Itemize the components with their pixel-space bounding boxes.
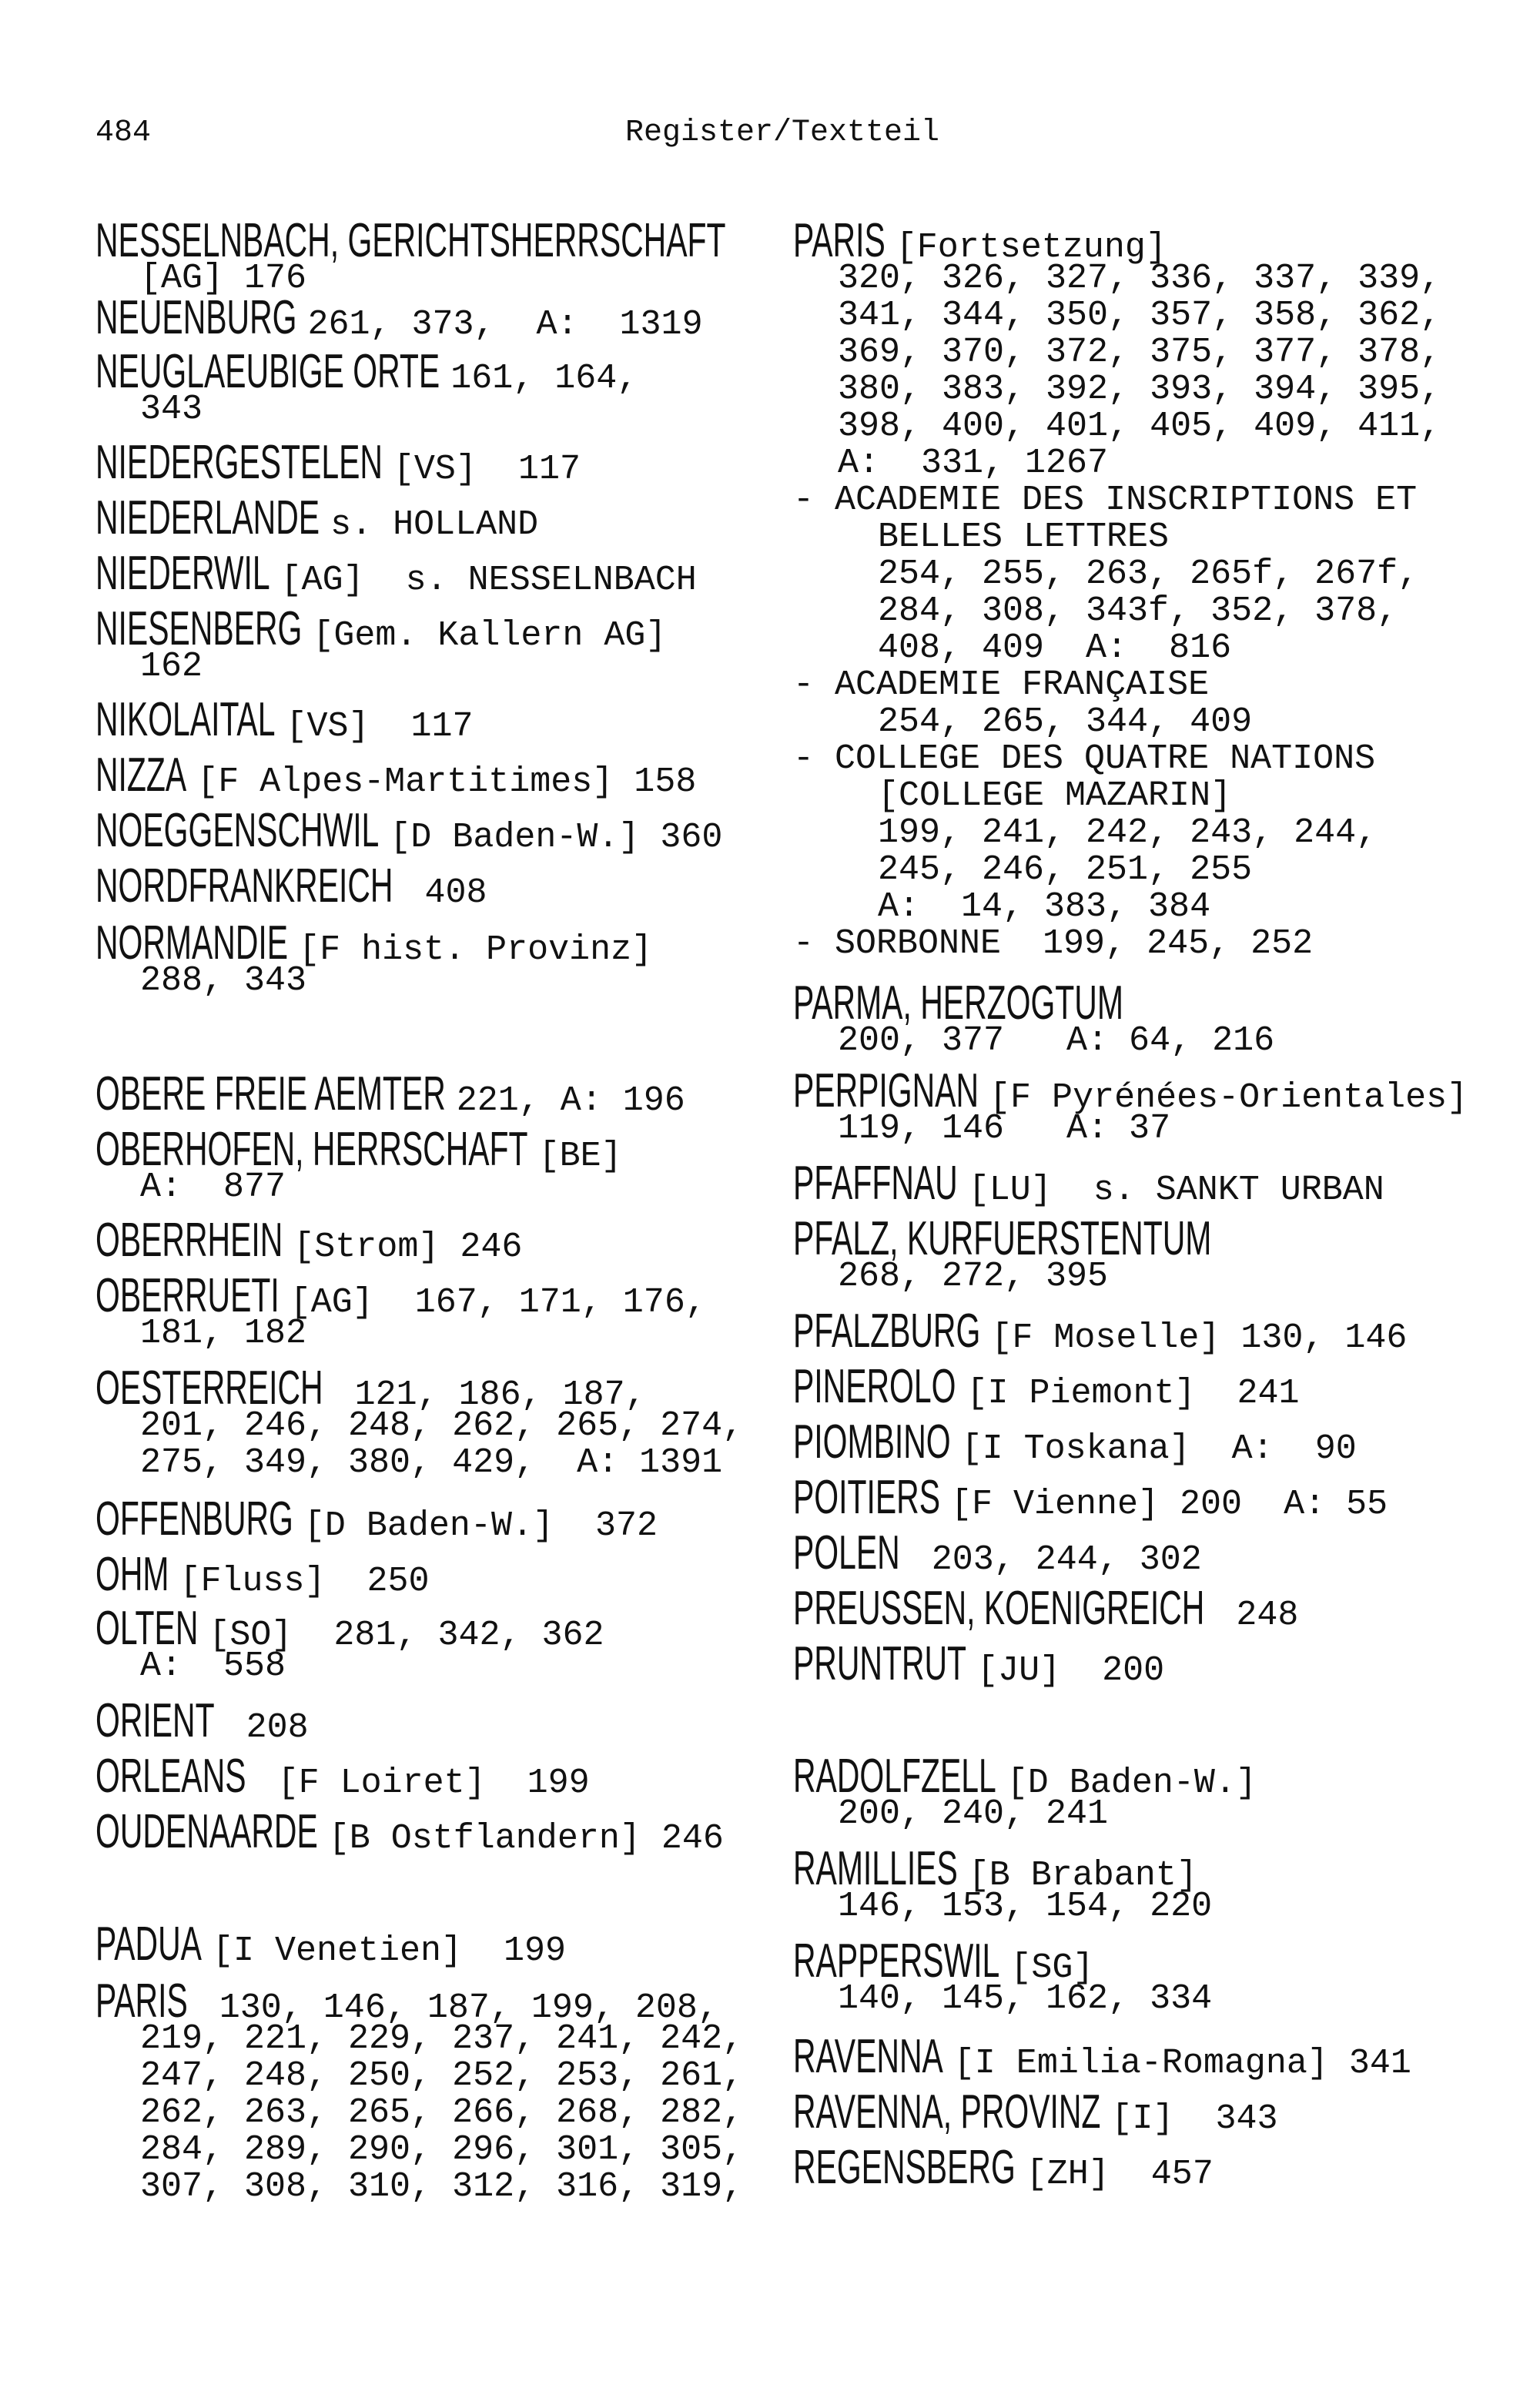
entry-headline [95, 345, 638, 398]
entry-headline [95, 491, 539, 544]
entry-headline [95, 1548, 430, 1601]
entry-headline [793, 1305, 1408, 1358]
index-entry [95, 214, 737, 298]
entry-headline [793, 1064, 1468, 1117]
entry-headword: PRUNTRUT [793, 1637, 967, 1690]
entry-headline [793, 1750, 1257, 1803]
entry-headword: RAPPERSWIL [793, 1934, 1000, 1988]
entry-headline [95, 916, 653, 970]
entry-references: 261, 373, A: 1319 [307, 305, 703, 344]
index-entry [793, 2030, 1411, 2083]
entry-references: [Fortsetzung] [896, 228, 1167, 267]
index-entry [95, 1918, 567, 1971]
entry-continuation-line: 200, 377 A: 64, 216 [838, 1021, 1275, 1060]
index-entry [95, 345, 638, 429]
entry-references: [B Brabant] [968, 1856, 1197, 1895]
entry-continuation-line: 254, 265, 344, 409 [878, 702, 1253, 742]
entry-headword: PADUA [95, 1918, 202, 1971]
entry-headword: PFAFFNAU [793, 1157, 958, 1210]
entry-headline [793, 1842, 1212, 1895]
index-entry [793, 1157, 1384, 1210]
entry-headline [95, 1805, 724, 1858]
entry-references: [Strom] 246 [293, 1228, 523, 1267]
entry-continuation-line: 288, 343 [140, 961, 307, 1000]
entry-headword: NORDFRANKREICH [95, 859, 393, 913]
entry-references: [VS] 117 [286, 707, 474, 746]
entry-references: [ZH] 457 [1026, 2155, 1214, 2194]
entry-headline [793, 2085, 1278, 2139]
entry-headword: PERPIGNAN [793, 1064, 979, 1117]
entry-references: [LU] s. SANKT URBAN [968, 1171, 1384, 1210]
entry-references: [SG] [1010, 1948, 1094, 1988]
sub-entry: - ACADEMIE DES INSCRIPTIONS ET [793, 481, 1418, 520]
index-entry [95, 804, 723, 857]
entry-headword: NIZZA [95, 749, 187, 802]
index-entry [793, 1582, 1299, 1635]
index-entry [95, 1214, 523, 1267]
index-entry [95, 1694, 309, 1747]
entry-headline [793, 976, 1274, 1030]
entry-headline [793, 1934, 1212, 1988]
entry-headword: NORMANDIE [95, 916, 289, 970]
entry-headword: ORLEANS [95, 1750, 246, 1803]
entry-headline [95, 1694, 309, 1747]
index-entry [95, 1750, 590, 1803]
index-entry [793, 1934, 1213, 2018]
index-entry [95, 291, 703, 344]
entry-continuation-line: 284, 289, 290, 296, 301, 305, [140, 2130, 744, 2169]
entry-continuation-line: 201, 246, 248, 262, 265, 274, [140, 1406, 744, 1445]
entry-continuation-line: 199, 241, 242, 243, 244, [878, 813, 1378, 852]
entry-continuation-line: 181, 182 [140, 1314, 307, 1353]
entry-headword: OLTEN [95, 1602, 199, 1655]
entry-headword: ORIENT [95, 1694, 215, 1747]
entry-headword: NOEGGENSCHWIL [95, 804, 380, 857]
entry-headword: POLEN [793, 1526, 900, 1579]
index-entry [793, 214, 1441, 963]
index-entry [95, 1269, 706, 1353]
entry-references: 121, 186, 187, [333, 1375, 646, 1415]
entry-references: [F Loiret] 199 [256, 1764, 590, 1803]
index-entry [95, 491, 539, 544]
index-entry [793, 976, 1275, 1060]
entry-headword: NIEDERLANDE [95, 491, 320, 544]
index-entry [95, 1602, 604, 1686]
index-entry [793, 1637, 1165, 1690]
entry-headline [793, 1157, 1384, 1210]
entry-headline [793, 1637, 1165, 1690]
entry-headline [793, 1582, 1299, 1635]
entry-headline [793, 1212, 1222, 1265]
index-entry [95, 693, 474, 746]
entry-references: [AG] 167, 171, 176, [290, 1283, 706, 1322]
entry-headword: NIEDERWIL [95, 547, 270, 600]
entry-headline [793, 2030, 1411, 2083]
entry-continuation-line: 245, 246, 251, 255 [878, 850, 1253, 889]
entry-references: 221, A: 196 [456, 1081, 685, 1120]
index-entry [793, 1212, 1222, 1296]
entry-headline [95, 291, 703, 344]
entry-references: [BE] [538, 1137, 622, 1176]
page-number: 484 [95, 116, 152, 150]
entry-headline [793, 1526, 1202, 1579]
entry-references: [VS] 117 [393, 450, 581, 489]
entry-continuation-line: A: 558 [140, 1646, 286, 1686]
index-entry [95, 1492, 658, 1546]
entry-headword: NIKOLAITAL [95, 693, 276, 746]
entry-continuation-line: 275, 349, 380, 429, A: 1391 [140, 1443, 723, 1482]
entry-continuation-line: [COLLEGE MAZARIN] [878, 776, 1232, 816]
entry-references: [F hist. Provinz] [299, 930, 653, 970]
entry-headline [95, 1123, 622, 1176]
entry-continuation-line: 162 [140, 647, 203, 686]
entry-headword: OHM [95, 1548, 169, 1601]
entry-continuation-line: [AG] 176 [140, 259, 307, 298]
index-entry [95, 749, 697, 802]
entry-references: [I Toskana] A: 90 [961, 1429, 1357, 1469]
index-entry [793, 1305, 1408, 1358]
entry-references: s. HOLLAND [330, 505, 539, 544]
entry-headword: OFFENBURG [95, 1492, 293, 1546]
entry-headword: PARMA, HERZOGTUM [793, 976, 1123, 1030]
entry-references: [I Venetien] 199 [212, 1931, 567, 1971]
entry-headword: OBERE FREIE AEMTER [95, 1067, 446, 1120]
entry-headword: PFALZ, KURFUERSTENTUM [793, 1212, 1212, 1265]
entry-references: [D Baden-W.] 360 [390, 818, 723, 857]
entry-continuation-line: 343 [140, 390, 203, 429]
entry-headline [793, 214, 1441, 267]
entry-references: [F Pyrénées-Orientales] [989, 1078, 1468, 1117]
entry-references: 161, 164, [450, 359, 638, 398]
entry-headline [95, 804, 723, 857]
entry-continuation-line: 146, 153, 154, 220 [838, 1887, 1213, 1926]
entry-headword: OBERHOFEN, HERRSCHAFT [95, 1123, 528, 1176]
index-entry [793, 1064, 1468, 1148]
entry-continuation-line: 254, 255, 263, 265f, 267f, [878, 554, 1419, 594]
entry-headline [95, 859, 487, 913]
entry-headline [95, 1602, 604, 1655]
entry-headline [95, 214, 737, 267]
sub-entry: - ACADEMIE FRANÇAISE [793, 665, 1210, 705]
index-entry [95, 602, 667, 686]
entry-headline [95, 547, 697, 600]
index-entry [793, 1471, 1388, 1524]
index-entry [793, 2141, 1214, 2194]
entry-headword: NEUENBURG [95, 291, 297, 344]
index-entry [793, 1526, 1202, 1579]
index-entry [793, 1415, 1357, 1469]
entry-headword: NESSELNBACH, GERICHTSHERRSCHAFT [95, 214, 726, 267]
entry-headline [95, 1492, 658, 1546]
entry-references: 248 [1215, 1596, 1299, 1635]
entry-continuation-line: 408, 409 A: 816 [878, 628, 1232, 668]
entry-headline [95, 749, 697, 802]
entry-headword: OBERRUETI [95, 1269, 280, 1322]
entry-continuation-line: 369, 370, 372, 375, 377, 378, [838, 333, 1441, 372]
entry-continuation-line: A: 331, 1267 [838, 444, 1109, 483]
entry-headword: PARIS [95, 1975, 188, 2028]
entry-headword: REGENSBERG [793, 2141, 1016, 2194]
index-entry [95, 1362, 744, 1482]
entry-headword: PIOMBINO [793, 1415, 951, 1469]
entry-headline [793, 2141, 1214, 2194]
entry-references: [Gem. Kallern AG] [313, 616, 667, 655]
entry-headline [793, 1415, 1357, 1469]
entry-headword: RAMILLIES [793, 1842, 958, 1895]
entry-headline [95, 436, 581, 489]
entry-continuation-line: 341, 344, 350, 357, 358, 362, [838, 296, 1441, 335]
entry-references: [D Baden-W.] 372 [303, 1506, 658, 1546]
entry-headline [95, 602, 667, 655]
index-entry [95, 1067, 685, 1120]
entry-continuation-line: A: 877 [140, 1167, 286, 1207]
index-entry [793, 2085, 1278, 2139]
entry-headword: NIEDERGESTELEN [95, 436, 383, 489]
entry-headline [95, 1269, 706, 1322]
entry-headword: PFALZBURG [793, 1305, 981, 1358]
entry-references: [F Alpes-Martitimes] 158 [197, 762, 697, 802]
entry-continuation-line: 247, 248, 250, 252, 253, 261, [140, 2056, 744, 2095]
running-title: Register/Textteil [624, 116, 940, 150]
entry-continuation-line: 219, 221, 229, 237, 241, 242, [140, 2019, 744, 2058]
index-entry [95, 1123, 622, 1207]
entry-headword: PINEROLO [793, 1360, 956, 1413]
entry-headline [95, 1067, 685, 1120]
entry-headline [95, 1975, 743, 2028]
entry-references: 408 [403, 873, 487, 913]
entry-headword: RADOLFZELL [793, 1750, 996, 1803]
entry-headline [95, 1214, 523, 1267]
entry-headline [793, 1471, 1388, 1524]
entry-headline [95, 1362, 743, 1415]
entry-continuation-line: 119, 146 A: 37 [838, 1109, 1171, 1148]
index-entry [95, 859, 487, 913]
entry-continuation-line: BELLES LETTRES [878, 518, 1170, 557]
entry-references: [Fluss] 250 [179, 1562, 430, 1601]
index-entry [95, 1975, 744, 2206]
entry-headword: OUDENAARDE [95, 1805, 318, 1858]
entry-continuation-line: 140, 145, 162, 334 [838, 1979, 1213, 2018]
entry-headword: RAVENNA, PROVINZ [793, 2085, 1101, 2139]
entry-references: 203, 244, 302 [910, 1540, 1202, 1579]
entry-references: [B Ostflandern] 246 [328, 1819, 724, 1858]
entry-references: [F Moselle] 130, 146 [991, 1318, 1408, 1358]
entry-headword: NEUGLAEUBIGE ORTE [95, 345, 440, 398]
entry-references: [SO] 281, 342, 362 [209, 1616, 604, 1655]
entry-continuation-line: 398, 400, 401, 405, 409, 411, [838, 407, 1441, 446]
index-entry [793, 1750, 1257, 1834]
entry-headline [95, 693, 474, 746]
entry-headword: POITIERS [793, 1471, 940, 1524]
entry-references: [AG] s. NESSELNBACH [280, 561, 697, 600]
entry-continuation-line: A: 14, 383, 384 [878, 887, 1211, 926]
entry-continuation-line: 200, 240, 241 [838, 1794, 1109, 1834]
entry-references: [D Baden-W.] [1006, 1764, 1257, 1803]
entry-continuation-line: 320, 326, 327, 336, 337, 339, [838, 259, 1441, 298]
index-entry [793, 1842, 1213, 1926]
entry-headword: PARIS [793, 214, 886, 267]
index-entry [95, 1805, 724, 1858]
entry-continuation-line: 380, 383, 392, 393, 394, 395, [838, 370, 1441, 409]
entry-continuation-line: 262, 263, 265, 266, 268, 282, [140, 2093, 744, 2132]
entry-references: [JU] 200 [977, 1651, 1165, 1690]
sub-entry: - SORBONNE 199, 245, 252 [793, 924, 1314, 963]
entry-references: [F Vienne] 200 A: 55 [951, 1485, 1388, 1524]
entry-headword: PREUSSEN, KOENIGREICH [793, 1582, 1205, 1635]
entry-references: [I Emilia-Romagna] 341 [953, 2044, 1411, 2083]
index-entry [95, 1548, 430, 1601]
index-entry [793, 1360, 1300, 1413]
entry-headline [95, 1750, 590, 1803]
entry-headline [95, 1918, 567, 1971]
entry-headword: OESTERREICH [95, 1362, 323, 1415]
entry-references: 130, 146, 187, 199, 208, [198, 1988, 718, 2028]
entry-continuation-line: 307, 308, 310, 312, 316, 319, [140, 2167, 744, 2206]
entry-headline [793, 1360, 1300, 1413]
index-entry [95, 547, 697, 600]
entry-references: [I] 343 [1111, 2099, 1278, 2139]
entry-continuation-line: 284, 308, 343f, 352, 378, [878, 591, 1398, 631]
entry-headword: RAVENNA [793, 2030, 943, 2083]
entry-headword: OBERRHEIN [95, 1214, 283, 1267]
index-entry [95, 436, 581, 489]
entry-continuation-line: 268, 272, 395 [838, 1257, 1109, 1296]
sub-entry: - COLLEGE DES QUATRE NATIONS [793, 739, 1376, 779]
entry-headword: NIESENBERG [95, 602, 303, 655]
entry-references: 208 [225, 1708, 309, 1747]
index-entry [95, 916, 653, 1000]
entry-references: [I Piemont] 241 [966, 1374, 1300, 1413]
